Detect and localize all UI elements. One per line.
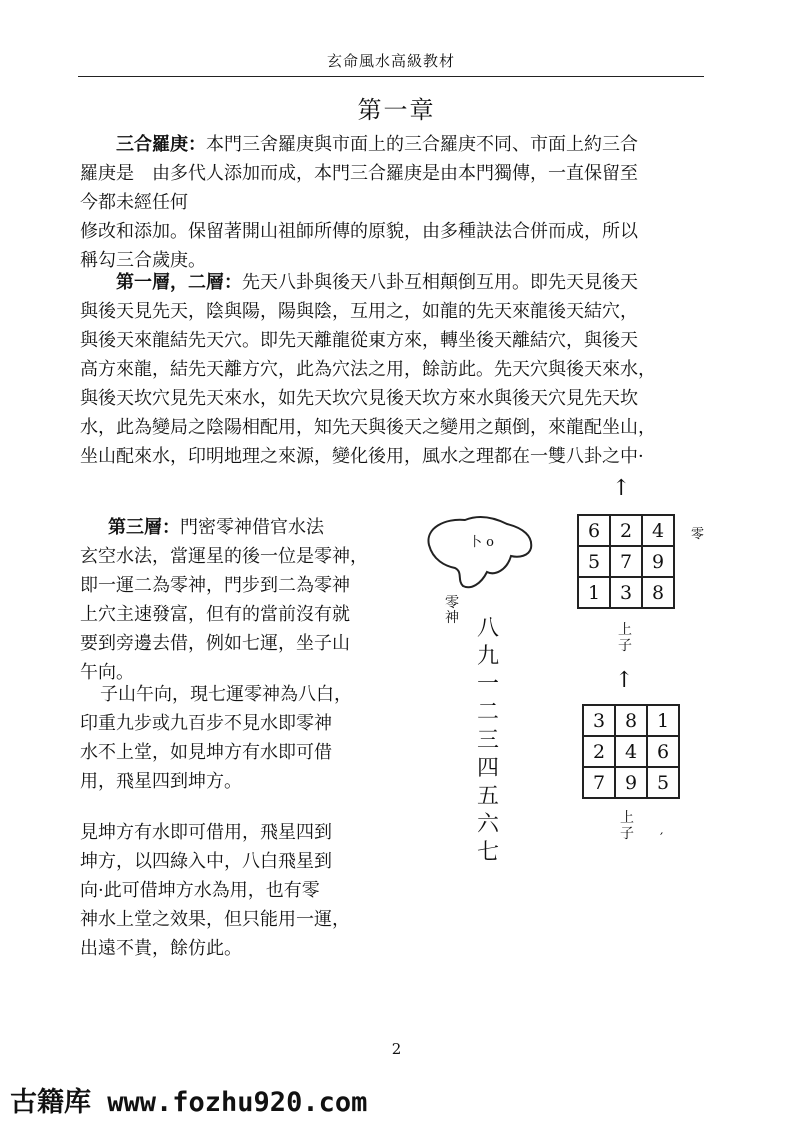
grid-row	[583, 705, 679, 736]
text-line: 玄空水法，當運星的後一位是零神，	[80, 546, 368, 567]
text-line: 今都未經任何	[80, 192, 188, 213]
vertical-number-label: 八九一二三四五六七	[476, 616, 499, 865]
chapter-title: 第一章	[357, 96, 436, 124]
text-line: 門密零神借官水法	[180, 517, 324, 538]
text-line: 水不上堂，如見坤方有水即可借	[80, 742, 332, 763]
text-line: 坤方，以四綠入中，八白飛星到	[80, 851, 332, 872]
paragraph-zishan-wuxiang	[80, 680, 410, 796]
grid-cell: 5	[578, 546, 610, 577]
top-right-mark: 零	[691, 527, 705, 542]
footer-site-name: 古籍库	[10, 1087, 91, 1118]
text-line: 出遠不貴，餘仿此。	[80, 938, 242, 959]
page-number: 2	[391, 1040, 402, 1058]
section-layer-three	[80, 513, 410, 687]
arrow-up-icon: ↑	[612, 476, 631, 501]
flying-star-diagram	[415, 470, 715, 870]
section-layer-one-two	[80, 268, 708, 471]
text-line: 修改和添加。保留著開山祖師所傳的原貌，由多種訣法合併而成，所以	[80, 221, 638, 242]
text-line: 先天八卦與後天八卦互相顛倒互用。即先天見後天	[242, 272, 638, 293]
grid-row	[583, 767, 679, 798]
text-line: 上穴主速發富，但有的當前沒有就	[80, 604, 350, 625]
text-line: 印重九步或九百步不見水即零神	[80, 713, 332, 734]
section-label: 三合羅庚：	[116, 134, 206, 155]
footer-url: www.fozhu920.com	[91, 1087, 368, 1118]
text-line: 與後天來龍結先天穴。即先天離龍從東方來，轉坐後天離結穴，與後天	[80, 330, 638, 351]
grid-cell: 2	[610, 515, 642, 546]
grid-cell: 6	[578, 515, 610, 546]
hill-sketch	[415, 510, 550, 620]
grid-cell: 1	[578, 577, 610, 608]
grid-row	[578, 515, 674, 546]
hill-marks: 卜 o	[469, 535, 494, 550]
text-line: 神水上堂之效果，但只能用一運，	[80, 909, 350, 930]
text-line: 午向。	[80, 662, 134, 683]
grid-cell: 2	[583, 736, 615, 767]
section-sanhe-luogeng	[80, 130, 708, 275]
grid-cell: 7	[583, 767, 615, 798]
text-line: 要到旁邊去借，例如七運，坐子山	[80, 633, 350, 654]
paragraph-kunfang-water	[80, 818, 410, 963]
zi-mark-top: 上子	[618, 622, 632, 654]
text-line: 高方來龍，結先天離方穴，此為穴法之用，餘訪此。先天穴與後天來水，	[80, 359, 656, 380]
zi-mark-bottom: 上子	[620, 810, 634, 842]
grid-cell: 9	[615, 767, 647, 798]
grid-cell: 1	[647, 705, 679, 736]
section-label: 第一層，二層：	[116, 272, 242, 293]
grid-cell: 4	[615, 736, 647, 767]
arrow-up-icon: ↑	[615, 668, 634, 693]
grid-row	[578, 546, 674, 577]
text-line: 坐山配來水，印明地理之來源，變化後用，風水之理都在一雙八卦之中·	[80, 446, 644, 467]
lingshen-mark: 零神	[445, 595, 459, 626]
text-line: 即一運二為零神，門步到二為零神	[80, 575, 350, 596]
header-rule	[78, 76, 704, 77]
text-line: 與後天坎穴見先天來水，如先天坎穴見後天坎方來水與後天穴見先天坎	[80, 388, 638, 409]
grid-cell: 5	[647, 767, 679, 798]
text-line: 羅庚是 由多代人添加而成，本門三合羅庚是由本門獨傳，一直保留至	[80, 163, 638, 184]
grid-cell: 8	[615, 705, 647, 736]
text-line: 水，此為變局之陰陽相配用，知先天與後天之變用之顛倒，來龍配坐山，	[80, 417, 656, 438]
text-line: 與後天見先天，陰與陽，陽與陰，互用之，如龍的先天來龍後天結穴，	[80, 301, 638, 322]
grid-row	[578, 577, 674, 608]
grid-cell: 9	[642, 546, 674, 577]
text-line: 稱勾三合歲庚。	[80, 250, 206, 271]
text-line: 向·此可借坤方水為用，也有零	[80, 880, 320, 901]
flying-star-grid-top	[577, 514, 675, 609]
running-header: 玄命風水高級教材	[326, 52, 455, 70]
tick-mark: ′	[660, 831, 664, 847]
grid-cell: 3	[583, 705, 615, 736]
grid-row	[583, 736, 679, 767]
grid-cell: 7	[610, 546, 642, 577]
grid-cell: 3	[610, 577, 642, 608]
text-line: 本門三舍羅庚與市面上的三合羅庚不同、市面上約三合	[206, 134, 638, 155]
flying-star-grid-bottom	[582, 704, 680, 799]
section-label: 第三層：	[108, 517, 180, 538]
text-line: 見坤方有水即可借用，飛星四到	[80, 822, 332, 843]
text-line: 用，飛星四到坤方。	[80, 771, 242, 792]
grid-cell: 8	[642, 577, 674, 608]
text-line: 子山午向，現七運零神為八白，	[100, 684, 352, 705]
grid-cell: 4	[642, 515, 674, 546]
footer-watermark	[10, 1080, 367, 1119]
grid-cell: 6	[647, 736, 679, 767]
